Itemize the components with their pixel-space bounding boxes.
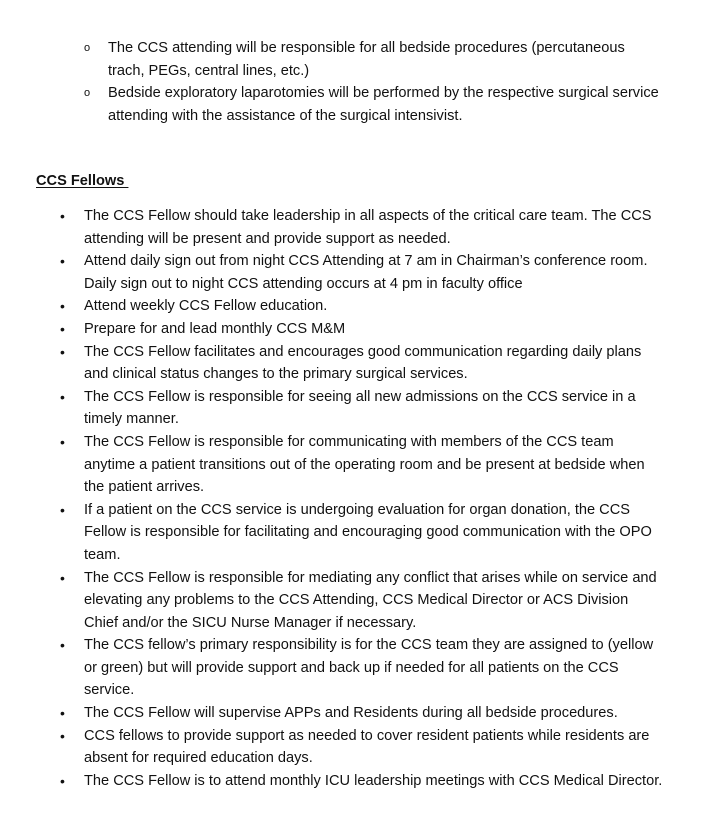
list-item (60, 318, 665, 341)
list-item-text: The CCS attending will be responsible for all bedside procedures (percutaneous trach, PEGs, central lines, etc.) (108, 40, 625, 79)
disc-bullet-icon: • (60, 343, 65, 360)
disc-bullet-icon: • (60, 388, 65, 405)
disc-bullet-icon: • (60, 433, 65, 450)
list-item (60, 431, 665, 499)
disc-bullet-icon: • (60, 253, 65, 270)
list-item-text: The CCS Fellow is responsible for mediating any conflict that arises while on service and elevating any problems to the CCS Attending, CCS Medical Director or ACS Division Chief and/or the SICU Nurse Manager if necessary. (84, 569, 657, 631)
list-item-text: Attend weekly CCS Fellow education. (84, 298, 328, 315)
list-item-text: The CCS Fellow will supervise APPs and Residents during all bedside procedures. (84, 705, 618, 722)
list-item (60, 295, 665, 318)
list-item-text: Bedside exploratory laparotomies will be performed by the respective surgical service attending with the assistance of the surgical intensivist. (108, 85, 659, 124)
list-item (60, 386, 665, 431)
list-item-text: The CCS Fellow is responsible for seeing all new admissions on the CCS service in a timely manner. (84, 388, 636, 428)
list-item (60, 770, 665, 793)
list-item-text: If a patient on the CCS service is undergoing evaluation for organ donation, the CCS Fellow is responsible for facilitating and encouraging good communication with the OPO team. (84, 501, 652, 563)
list-item-text: The CCS fellow’s primary responsibility is for the CCS team they are assigned to (yellow or green) but will provide support and back up if needed for all patients on the CCS service. (84, 637, 654, 699)
disc-bullet-icon: • (60, 298, 65, 315)
list-item-text: Attend daily sign out from night CCS Attending at 7 am in Chairman’s conference room. Daily sign out to night CCS attending occurs at 4 pm in faculty office (84, 253, 648, 292)
attending-sub-bullet-list (84, 37, 664, 127)
disc-bullet-icon: • (60, 772, 65, 789)
list-item (60, 725, 665, 770)
list-item (60, 499, 665, 567)
disc-bullet-icon: • (60, 727, 65, 744)
list-item (60, 341, 665, 386)
section-heading: CCS Fellows (36, 173, 129, 189)
list-item (60, 634, 665, 702)
fellow-bullet-list (60, 205, 665, 792)
list-item-text: CCS fellows to provide support as needed to cover resident patients while residents are absent for required education days. (84, 727, 650, 767)
list-item-text: Prepare for and lead monthly CCS M&M (84, 320, 346, 337)
list-item (84, 37, 664, 82)
disc-bullet-icon: • (60, 569, 65, 586)
list-item-text: The CCS Fellow facilitates and encourages good communication regarding daily plans and clinical status changes to the primary surgical services. (84, 343, 642, 383)
list-item-text: The CCS Fellow is responsible for communicating with members of the CCS team anytime a patient transitions out of the operating room and be present at bedside when the patient arrives. (84, 433, 645, 496)
disc-bullet-icon: • (60, 705, 65, 722)
hollow-circle-bullet-icon: o (84, 42, 91, 54)
list-item (60, 205, 665, 250)
disc-bullet-icon: • (60, 208, 65, 224)
list-item (60, 567, 665, 635)
disc-bullet-icon: • (60, 501, 65, 518)
list-item (60, 702, 665, 725)
disc-bullet-icon: • (60, 637, 65, 654)
hollow-circle-bullet-icon: o (84, 87, 91, 100)
list-item (84, 82, 664, 127)
disc-bullet-icon: • (60, 320, 65, 337)
list-item (60, 250, 665, 295)
list-item-text: The CCS Fellow is to attend monthly ICU leadership meetings with CCS Medical Director. (84, 772, 663, 789)
list-item-text: The CCS Fellow should take leadership in all aspects of the critical care team. The CCS attending will be present and provide support as needed. (84, 208, 652, 247)
